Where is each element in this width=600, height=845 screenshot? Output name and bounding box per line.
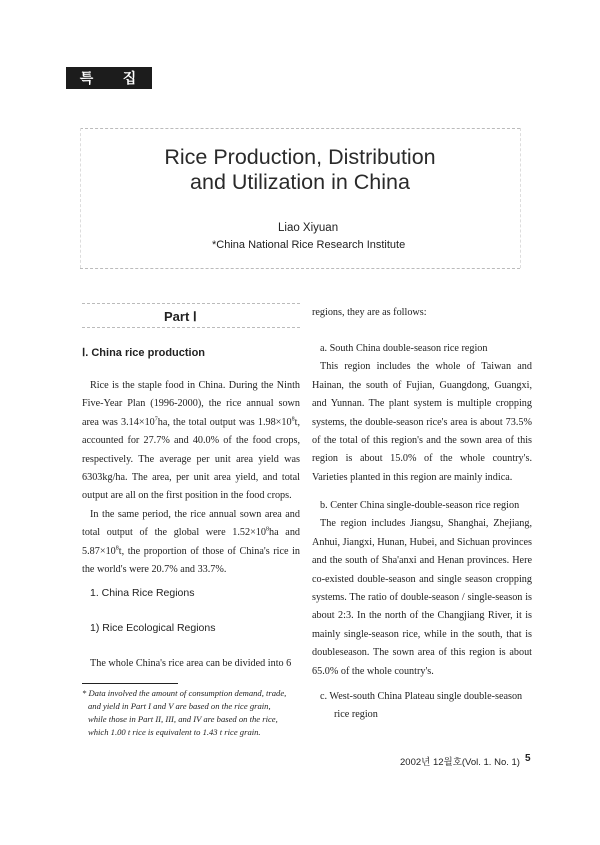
p1-sup-2: 8 bbox=[291, 416, 295, 423]
p2-text-a: In the same period, the rice annual sown area and total output of the global were 1.52×10 bbox=[82, 508, 300, 539]
title-frame-top bbox=[80, 128, 520, 129]
p1-text-a: Rice is the staple food in China. During the Ninth Five-Year Plan (1996-2000), the rice annual sown area was 3.14×10 bbox=[82, 380, 300, 428]
author-name: Liao Xiyuan bbox=[278, 222, 339, 234]
part-rule-bottom bbox=[82, 327, 300, 328]
region-b bbox=[312, 497, 532, 681]
subheading-ecological-regions: 1) Rice Ecological Regions bbox=[90, 622, 216, 634]
section-heading: Ⅰ. China rice production bbox=[82, 347, 206, 359]
issue-footer: 2002년 12월호(Vol. 1. No. 1) bbox=[400, 757, 520, 768]
region-c-heading-2: rice region bbox=[334, 709, 378, 721]
part-rule-top bbox=[82, 303, 300, 304]
paragraph-1 bbox=[82, 377, 300, 506]
footnote-line-3: while those in Part II, III, and IV are based on the rice, bbox=[88, 714, 278, 724]
region-a bbox=[312, 340, 532, 487]
title-line-1: Rice Production, Distribution bbox=[164, 145, 436, 169]
region-b-heading: b. Center China single-double-season rice region bbox=[320, 500, 520, 511]
article-title bbox=[0, 145, 600, 195]
p2-text-c: t, the proportion of those of China's rice in the world's were 20.7% and 33.7%. bbox=[82, 545, 300, 576]
title-frame-bottom bbox=[80, 268, 520, 269]
left-column-body bbox=[82, 377, 300, 579]
feature-badge bbox=[66, 67, 152, 89]
footnote bbox=[82, 687, 302, 739]
p1-text-c: t, accounted for 27.7% and 40.0% of the food crops, respectively. The average per unit area yield was 6303kg/ha. The area, per unit area yield, and total output are all on the first position in the food crops. bbox=[82, 416, 301, 502]
footnote-line-4: which 1.00 t rice is equivalent to 1.43 t rice grain. bbox=[88, 727, 261, 737]
region-a-body: This region includes the whole of Taiwan and Hainan, the south of Fujian, Guangdong, Guangxi, and Yunnan. The plant system is multiple cropping systems, the double-season rice's area is about 73.5% of the total of this region's and the sown area of this region is about 15.0% of the whole country's. Varieties planted in this region are mainly indica. bbox=[312, 361, 532, 483]
p1-sup-1: 7 bbox=[154, 416, 158, 423]
page-number: 5 bbox=[525, 753, 531, 764]
author-affiliation: *China National Rice Research Institute bbox=[212, 239, 406, 251]
p1-text-b: ha, the total output was 1.98×10 bbox=[157, 416, 292, 428]
subheading-rice-regions: 1. China Rice Regions bbox=[90, 587, 195, 599]
p2-sup-2: 8 bbox=[115, 545, 119, 552]
part-heading: Part Ⅰ bbox=[164, 309, 197, 324]
footnote-line-2: and yield in Part I and V are based on the rice grain, bbox=[88, 701, 271, 711]
p2-text-b: ha and 5.87×10 bbox=[82, 527, 301, 557]
region-c-heading-1: c. West-south China Plateau single double-season bbox=[320, 691, 523, 702]
paragraph-3: The whole China's rice area can be divided into 6 bbox=[90, 658, 292, 669]
footnote-line-1: * Data involved the amount of consumption demand, trade, bbox=[82, 688, 287, 698]
paragraph-2 bbox=[82, 506, 300, 580]
region-b-body: The region includes Jiangsu, Shanghai, Zhejiang, Anhui, Jiangxi, Hunan, Hubei, and Sichuan provinces and the south of Sha'anxi and Henan provinces. Here co-existed double-season and single season cropping systems. The ratio of double-season / single-season is about 2:3. In the north of the Changjiang River, it is mainly single-season rice, while in the south, that is doubleseason. The sown area of this region is about 65.0% of the whole country's. bbox=[312, 518, 532, 677]
region-a-heading: a. South China double-season rice region bbox=[320, 343, 488, 354]
footnote-rule bbox=[82, 683, 178, 684]
region-c bbox=[312, 688, 532, 725]
badge-char-right: 집 bbox=[122, 71, 139, 87]
p2-sup-1: 8 bbox=[266, 526, 270, 533]
title-line-2: and Utilization in China bbox=[190, 170, 410, 194]
badge-char-left: 특 bbox=[79, 71, 96, 87]
right-intro: regions, they are as follows: bbox=[312, 307, 427, 318]
